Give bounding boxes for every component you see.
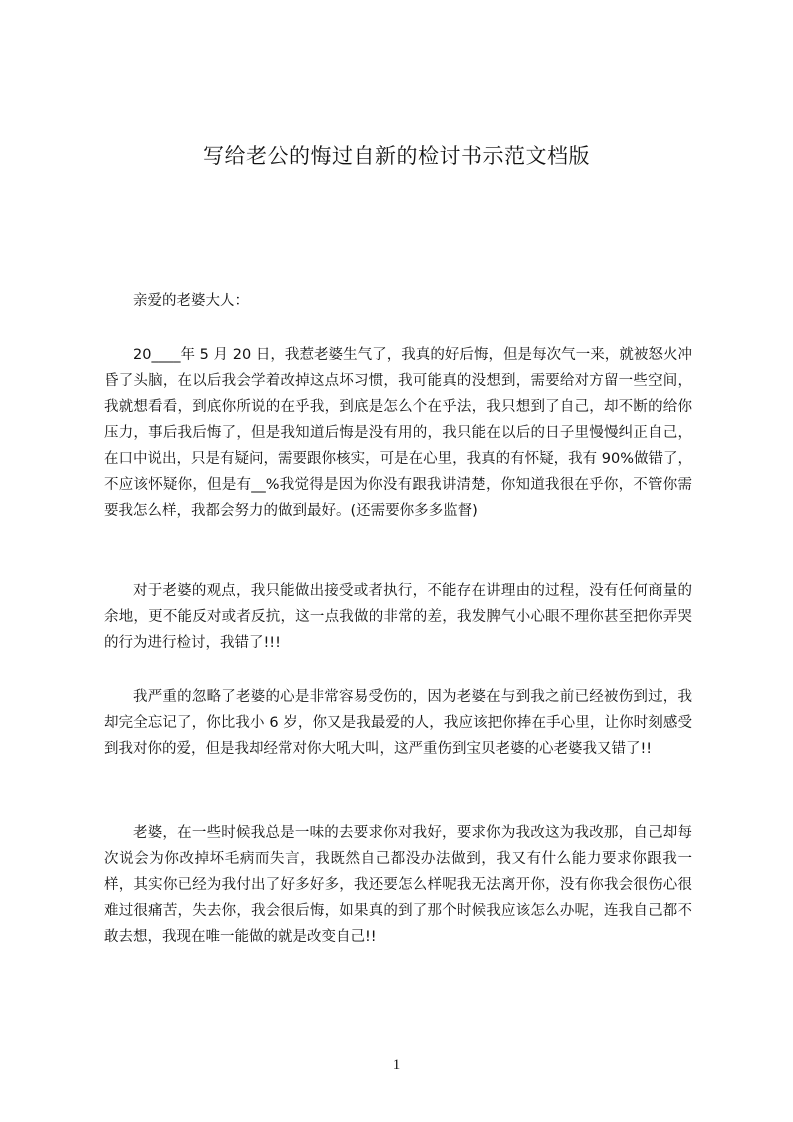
paragraph-4: 老婆，在一些时候我总是一味的去要求你对我好，要求你为我改这为我改那，自己却每次说会为你改掉坏毛病而失言，我既然自己都没办法做到，我又有什么能力要求你跟我一样，其实你已经为我付出了好多好多，我还要怎么样呢我无法离开你，没有你我会很伤心很难过很痛苦，失去你，我会很后悔，如果真的到了那个时候我应该怎么办呢，连我自己都不敢去想，我现在唯一能做的就是改变自己!!	[104, 825, 692, 945]
page-number: 1	[392, 1057, 401, 1073]
greeting: 亲爱的老婆大人：	[133, 293, 249, 309]
paragraph-3: 我严重的忽略了老婆的心是非常容易受伤的，因为老婆在与到我之前已经被伤到过，我却完全忘记了，你比我小 6 岁，你又是我最爱的人，我应该把你捧在手心里，让你时刻感受到我对你的爱，但是我却经常对你大吼大叫，这严重伤到宝贝老婆的心老婆我又错了!!	[104, 689, 692, 757]
document-title: 写给老公的悔过自新的检讨书示范文档版	[203, 144, 590, 168]
paragraph-2: 对于老婆的观点，我只能做出接受或者执行，不能存在讲理由的过程，没有任何商量的余地，更不能反对或者反抗，这一点我做的非常的差，我发脾气小心眼不理你甚至把你弄哭的行为进行检讨，我错了!!!	[104, 583, 692, 651]
paragraph-1: 20____年 5 月 20 日，我惹老婆生气了，我真的好后悔，但是每次气一来，就被怒火冲昏了头脑，在以后我会学着改掉这点坏习惯，我可能真的没想到，需要给对方留一些空间，我就想看看，到底你所说的在乎我，到底是怎么个在乎法，我只想到了自己，却不断的给你压力，事后我后悔了，但是我知道后悔是没有用的，我只能在以后的日子里慢慢纠正自己，在口中说出，只是有疑问，需要跟你核实，可是在心里，我真的有怀疑，我有 90%做错了，不应该怀疑你，但是有__%我觉得是因为你没有跟我讲清楚，你知道我很在乎你，不管你需要我怎么样，我都会努力的做到最好。(还需要你多多监督)	[104, 347, 692, 519]
